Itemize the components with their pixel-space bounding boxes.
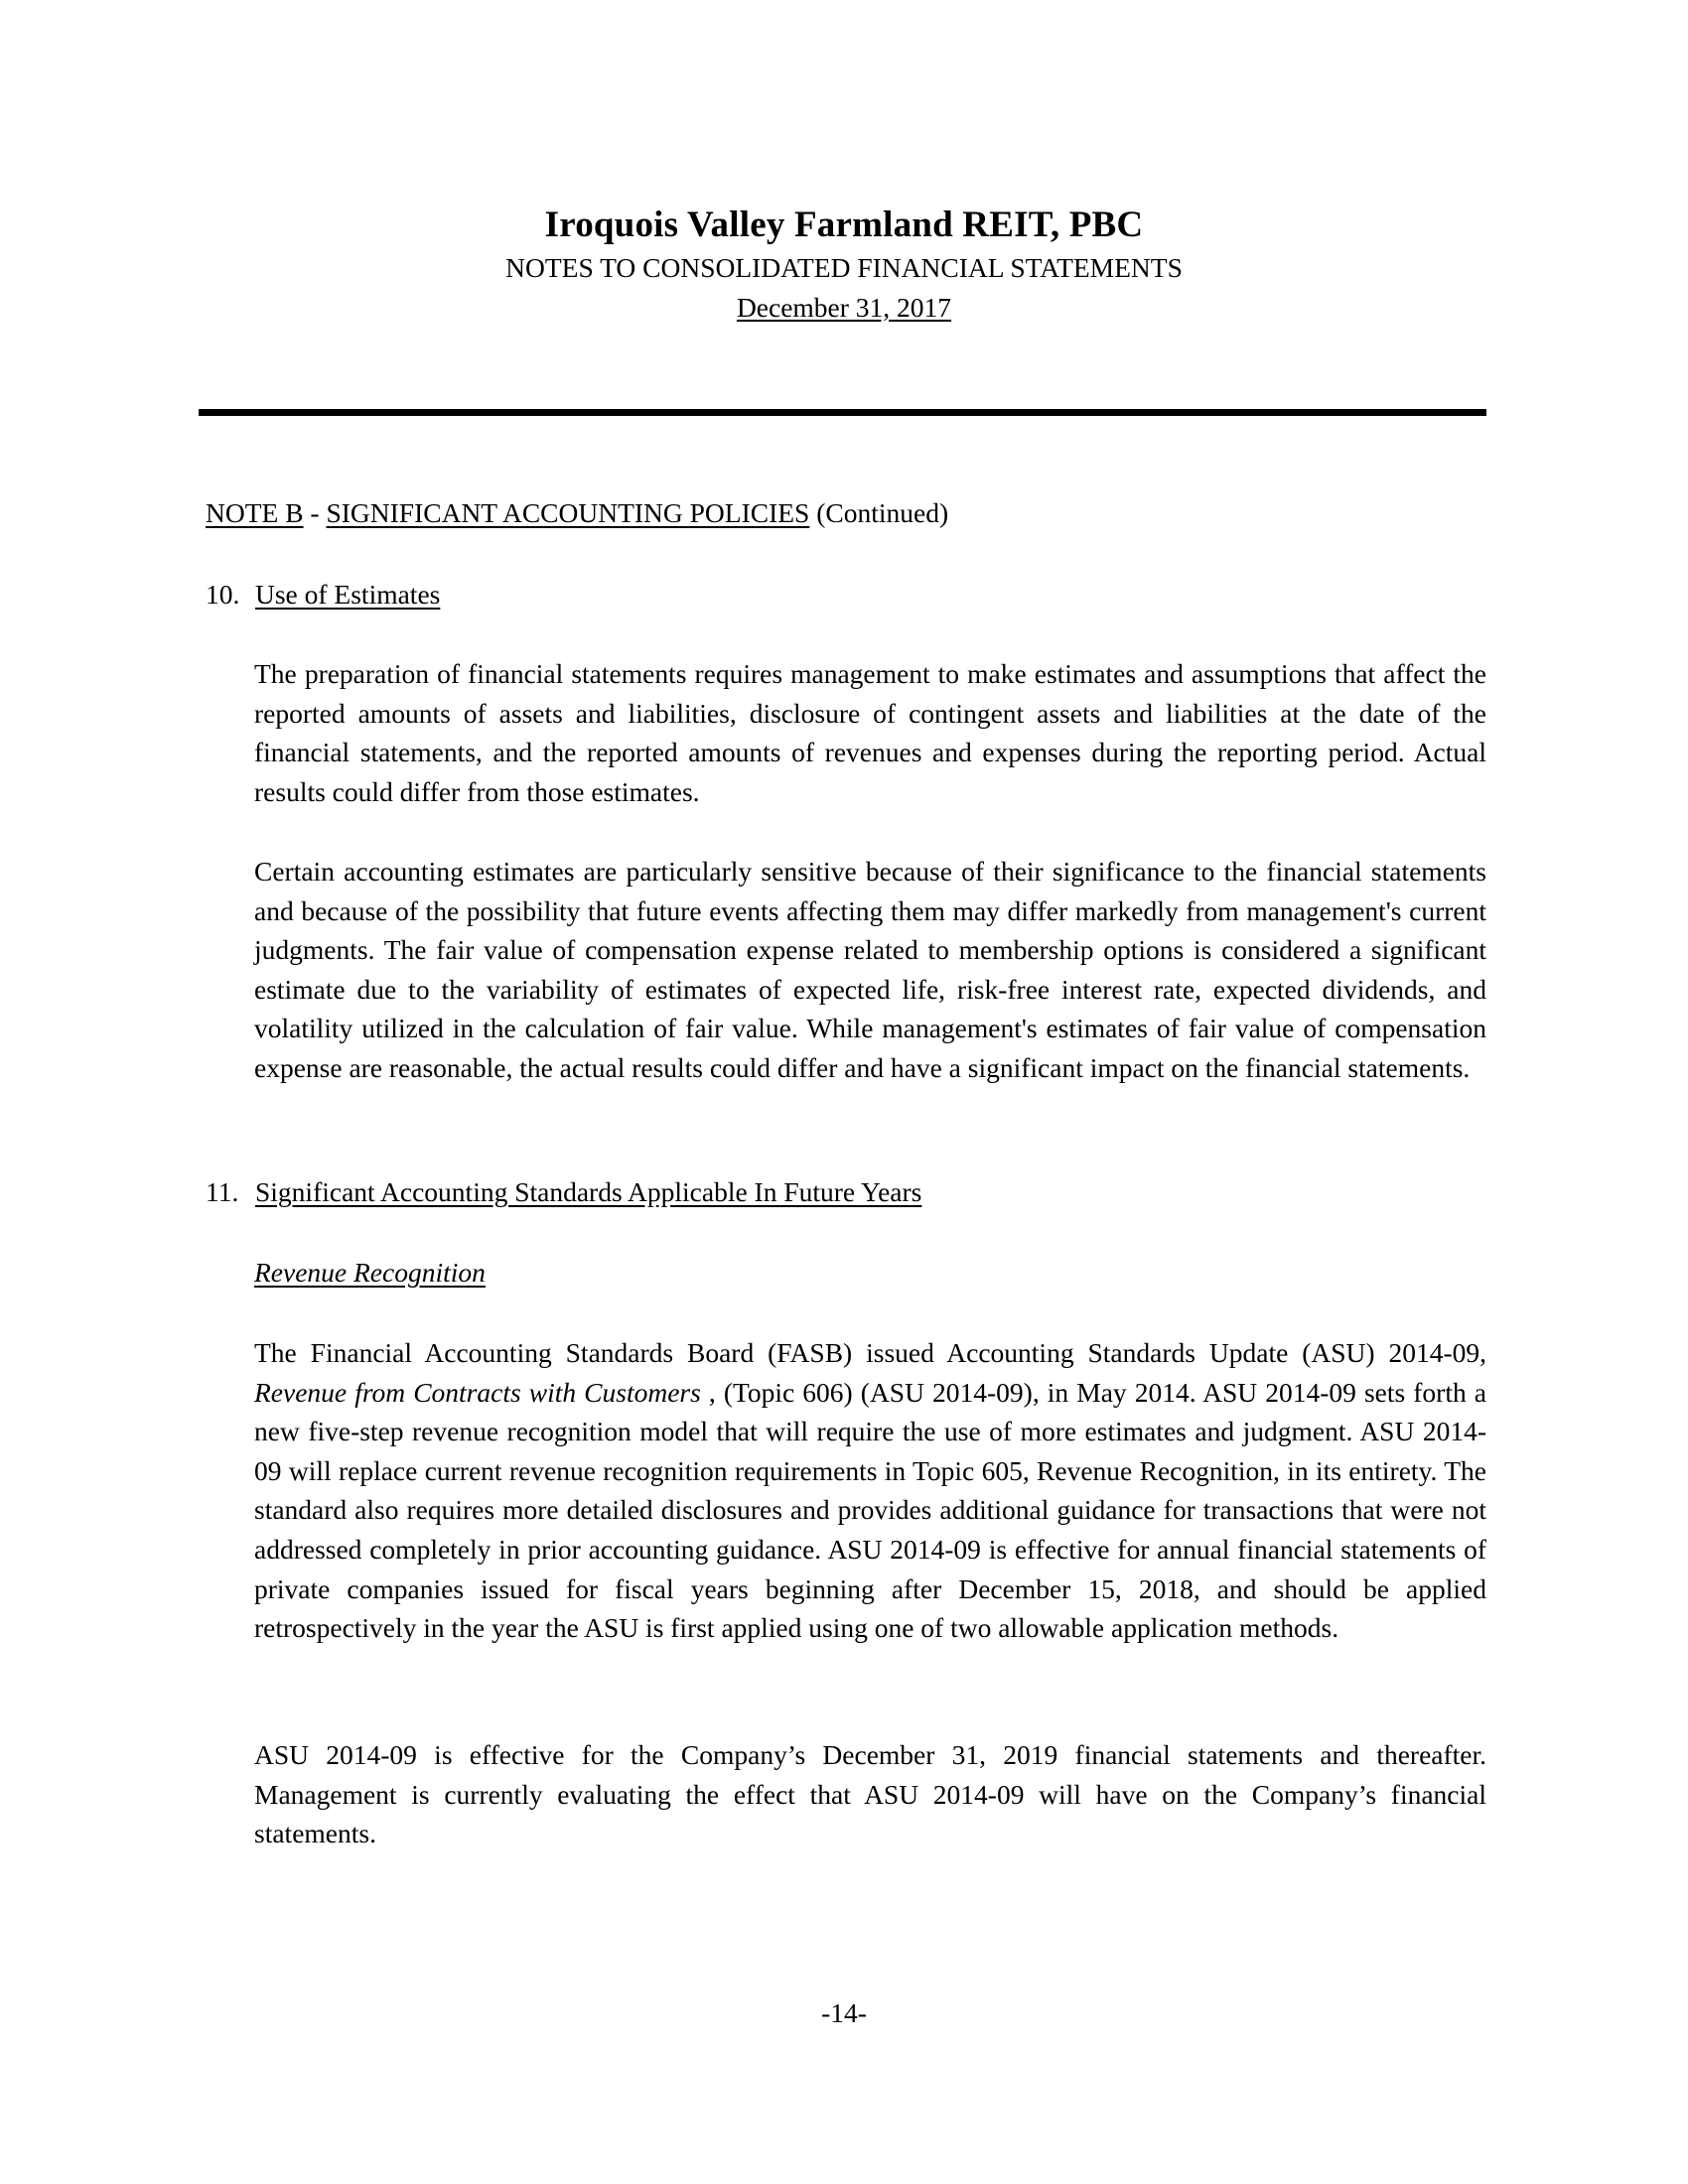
paragraph-estimates-2: Certain accounting estimates are particularly sensitive because of their significance to the financial statements and because of the possibility that future events affecting them may differ markedly from management's current judgments. The fair value of compensation expense related to membership options is considered a significant estimate due to the variability of estimates of expected life, risk-free interest rate, expected dividends, and volatility utilized in the calculation of fair value. While management's estimates of fair value of compensation expense are reasonable, the actual results could differ and have a significant impact on the financial statements.: [254, 856, 1486, 1083]
paragraph-estimates-1: The preparation of financial statements requires management to make estimates and assumptions that affect the reported amounts of assets and liabilities, disclosure of contingent assets and liabilities at the date of the financial statements, and the reported amounts of revenues and expenses during the reporting period. Actual results could differ from those estimates.: [254, 658, 1486, 807]
standard-title: Revenue from Contracts with Customers: [254, 1376, 701, 1408]
section-title: Significant Accounting Standards Applicable In Future Years: [255, 1176, 922, 1207]
note-heading: [206, 493, 948, 533]
paragraph-text: The Financial Accounting Standards Board (FASB) issued Accounting Standards Update (ASU) 2014-09,: [254, 1337, 1486, 1368]
header-divider: [199, 409, 1486, 416]
note-suffix: (Continued): [809, 497, 949, 528]
section-heading-use-of-estimates: [206, 575, 440, 614]
statement-date: December 31, 2017: [736, 292, 952, 323]
subheading-revenue-recognition: [254, 1253, 486, 1293]
note-label: NOTE B: [206, 497, 304, 528]
subheading-text: Revenue Recognition: [254, 1257, 486, 1288]
note-separator: -: [303, 497, 327, 528]
page-header: [0, 204, 1688, 328]
section-number: 10.: [206, 579, 240, 610]
section-number: 11.: [206, 1176, 239, 1207]
paragraph-revenue-1: [254, 1333, 1486, 1648]
paragraph-text: , (Topic 606) (ASU 2014-09), in May 2014. ASU 2014-09 sets forth a new five-step revenue recognition model that will require the use of more estimates and judgment. ASU 2014-09 will replace current revenue recognition requirements in Topic 605, Revenue Recognition, in its entirety. The standard also requires more detailed disclosures and provides additional guidance for transactions that were not addressed completely in prior accounting guidance. ASU 2014-09 is effective for annual financial statements of private companies issued for fiscal years beginning after December 15, 2018, and should be applied retrospectively in the year the ASU is first applied using one of two allowable application methods.: [254, 1376, 1487, 1644]
note-title: SIGNIFICANT ACCOUNTING POLICIES: [326, 497, 810, 528]
section-heading-future-standards: [206, 1172, 921, 1212]
section-title: Use of Estimates: [255, 579, 441, 610]
page-number: -14-: [821, 1997, 867, 2028]
document-title: NOTES TO CONSOLIDATED FINANCIAL STATEMENTS: [505, 252, 1183, 283]
paragraph-revenue-2: ASU 2014-09 is effective for the Company’s December 31, 2019 financial statements and thereafter. Management is currently evaluating the effect that ASU 2014-09 will have on the Company’s financial statements.: [254, 1739, 1486, 1849]
company-name: Iroquois Valley Farmland REIT, PBC: [544, 205, 1144, 245]
